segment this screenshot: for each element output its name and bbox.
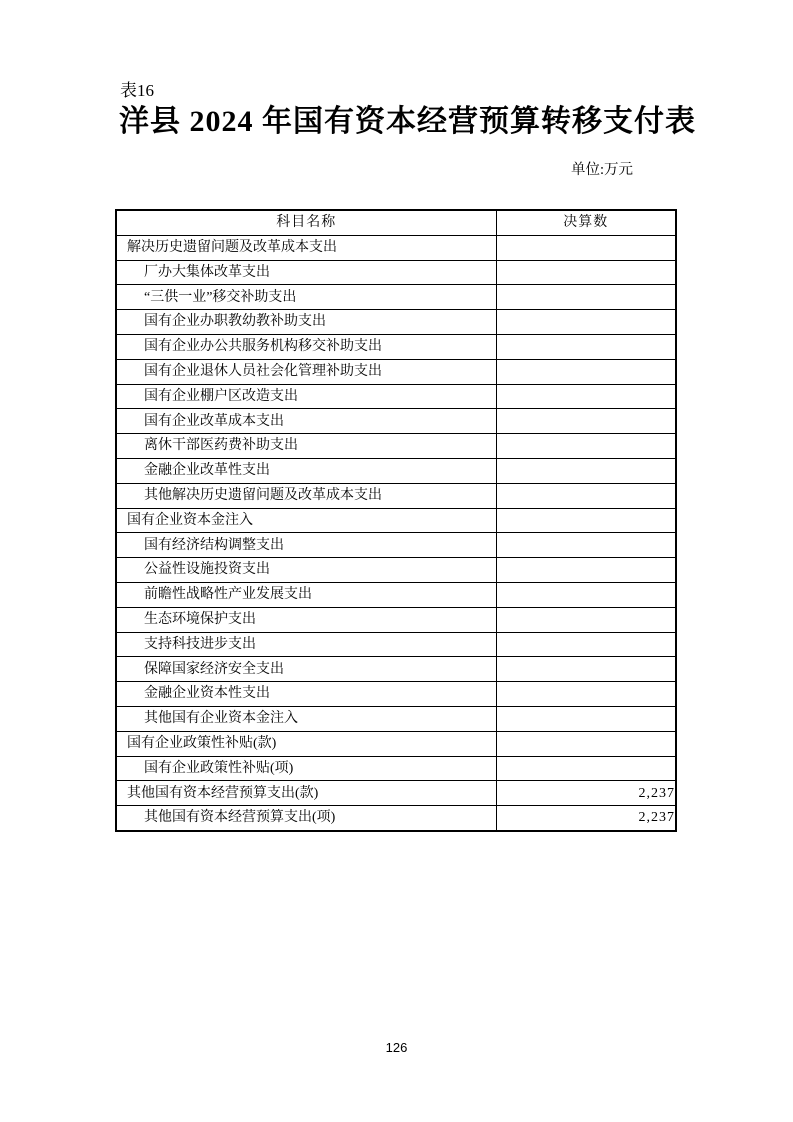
table-row [116,384,676,409]
table-row [116,260,676,285]
amount-cell [496,235,676,260]
amount-cell [496,706,676,731]
amount-cell: 2,237 [496,781,676,806]
budget-table [115,209,677,832]
amount-cell [496,508,676,533]
subject-name-cell: 其他国有企业资本金注入 [116,706,496,731]
subject-name-cell: 国有企业政策性补贴(款) [116,731,496,756]
amount-cell [496,384,676,409]
table-row [116,409,676,434]
subject-name-cell: 其他国有资本经营预算支出(款) [116,781,496,806]
table-row [116,756,676,781]
table-row [116,806,676,831]
amount-cell [496,409,676,434]
subject-name-cell: 国有企业退休人员社会化管理补助支出 [116,359,496,384]
subject-name-cell: 其他国有资本经营预算支出(项) [116,806,496,831]
amount-cell [496,458,676,483]
page-title: 洋县 2024 年国有资本经营预算转移支付表 [119,105,696,138]
amount-cell [496,285,676,310]
amount-cell: 2,237 [496,806,676,831]
table-row [116,334,676,359]
table-row [116,731,676,756]
subject-name-cell: 国有企业办公共服务机构移交补助支出 [116,334,496,359]
table-row [116,582,676,607]
subject-name-cell: 支持科技进步支出 [116,632,496,657]
subject-name-cell: 国有企业资本金注入 [116,508,496,533]
table-row [116,706,676,731]
amount-cell [496,682,676,707]
table-row [116,781,676,806]
table-row [116,682,676,707]
subject-name-cell: 生态环境保护支出 [116,607,496,632]
amount-cell [496,731,676,756]
table-row [116,533,676,558]
amount-cell [496,359,676,384]
subject-name-cell: 前瞻性战略性产业发展支出 [116,582,496,607]
table-row [116,607,676,632]
column-header-subject: 科目名称 [116,210,496,235]
subject-name-cell: 国有经济结构调整支出 [116,533,496,558]
table-header-row [116,210,676,235]
table-row [116,558,676,583]
table-row [116,632,676,657]
table-row [116,310,676,335]
table-row [116,508,676,533]
table-row [116,483,676,508]
table-row [116,235,676,260]
amount-cell [496,756,676,781]
subject-name-cell: 国有企业改革成本支出 [116,409,496,434]
table-row [116,285,676,310]
subject-name-cell: 解决历史遗留问题及改革成本支出 [116,235,496,260]
table-label: 表16 [120,81,154,100]
subject-name-cell: 国有企业政策性补贴(项) [116,756,496,781]
subject-name-cell: 公益性设施投资支出 [116,558,496,583]
amount-cell [496,483,676,508]
subject-name-cell: 保障国家经济安全支出 [116,657,496,682]
amount-cell [496,657,676,682]
unit-note: 单位:万元 [571,162,634,178]
table-row [116,657,676,682]
subject-name-cell: 国有企业办职教幼教补助支出 [116,310,496,335]
page-number: 126 [385,1040,408,1055]
amount-cell [496,533,676,558]
table-row [116,359,676,384]
amount-cell [496,334,676,359]
amount-cell [496,434,676,459]
amount-cell [496,558,676,583]
amount-cell [496,260,676,285]
subject-name-cell: 离休干部医药费补助支出 [116,434,496,459]
subject-name-cell: 国有企业棚户区改造支出 [116,384,496,409]
amount-cell [496,632,676,657]
subject-name-cell: “三供一业”移交补助支出 [116,285,496,310]
amount-cell [496,310,676,335]
table-row [116,458,676,483]
subject-name-cell: 其他解决历史遗留问题及改革成本支出 [116,483,496,508]
amount-cell [496,607,676,632]
subject-name-cell: 金融企业资本性支出 [116,682,496,707]
subject-name-cell: 金融企业改革性支出 [116,458,496,483]
column-header-amount: 决算数 [496,210,676,235]
amount-cell [496,582,676,607]
table-row [116,434,676,459]
subject-name-cell: 厂办大集体改革支出 [116,260,496,285]
